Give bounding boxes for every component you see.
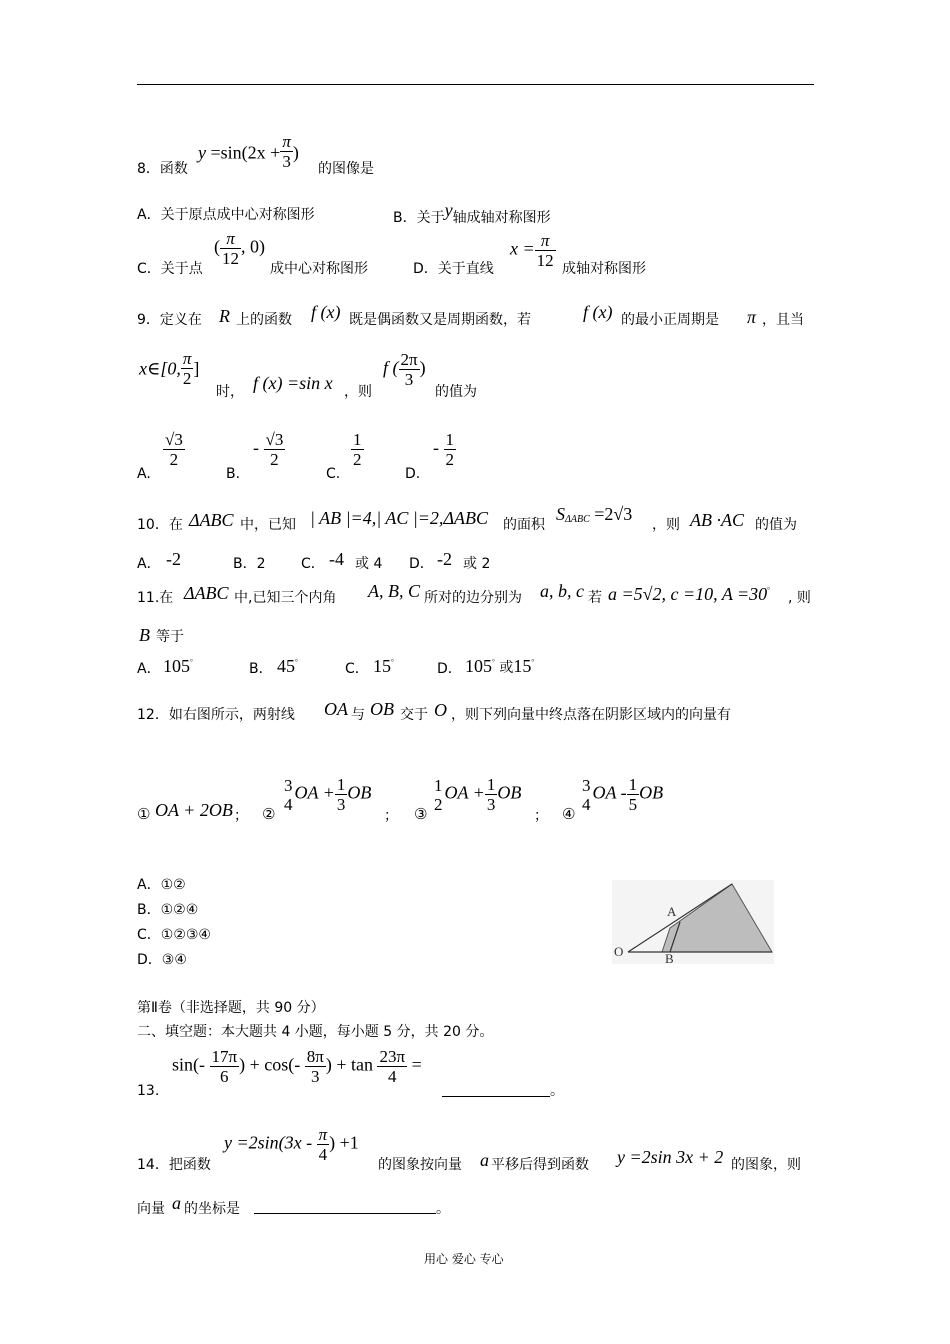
q11-option-c-label: C． [345, 661, 369, 677]
q14-function-2: y =2sin 3x + 2 [617, 1147, 724, 1167]
q12-with: 与 [351, 707, 365, 723]
page-footer: 用心 爱心 专心 [424, 1252, 504, 1266]
q8-option-c-point: ( $\frac{\pi}{12}$ , 0) [214, 229, 265, 268]
q8-option-a: A．关于原点成中心对称图形 [137, 207, 315, 223]
q11-option-b-label: B． [249, 661, 273, 677]
q9-option-c-value: $\frac{1}{2}$ [353, 430, 362, 469]
q9-option-d-value: - $\frac{1}{2}$ [433, 430, 454, 469]
q9-option-b-label: B. [226, 466, 241, 482]
q11-triangle: ΔABC [184, 583, 229, 603]
q12-option-c: C．①②③④ [137, 927, 211, 943]
q12-vector-3: 1 2 OA + $\frac{1}{3}$ OB [434, 775, 522, 814]
q14-function-1: y =2sin(3x - $\frac{\pi}{4}$ ) +1 [224, 1125, 359, 1164]
q10-option-b: B．2 [233, 556, 266, 572]
q8-tail: 的图像是 [318, 161, 374, 177]
q8-formula: y =sin(2x + $\frac{\pi}{3}$ ) [198, 132, 299, 171]
fig-label-B: B [665, 951, 674, 964]
q13-number: 13. [137, 1083, 160, 1099]
q11-condition: a =5√2, c =10, A =30° [608, 584, 770, 604]
q11-option-d-label: D． [437, 661, 462, 677]
fig-label-A: A [667, 904, 677, 919]
q10-option-a-label: A． [137, 556, 161, 572]
q9-f-of: f ( $\frac{2\pi}{3}$ ) [383, 350, 426, 389]
q9-line1-c: 既是偶函数又是周期函数，若 [349, 312, 531, 328]
q12-vector-1-mark: ① [137, 805, 151, 823]
q11-option-d-value: 105° 或15° [465, 656, 535, 676]
q10-option-c-label: C． [301, 556, 325, 572]
q10-in-known: 中，已知 [240, 517, 296, 533]
q12-option-b: B．①②④ [137, 902, 199, 918]
q12-vector-3-mark: ③ [414, 805, 428, 823]
q13-period: 。 [550, 1083, 564, 1099]
q12-vector-4: 3 4 OA - $\frac{1}{5}$ OB [582, 775, 664, 814]
q13-answer-blank[interactable] [442, 1096, 550, 1097]
q11-then: , 则 [788, 590, 811, 606]
q11-text2: 所对的边分别为 [424, 590, 522, 606]
q12-sep-1: ； [234, 808, 248, 824]
q9-fx-2: f (x) [583, 302, 613, 322]
q8-option-d-label: D．关于直线 [413, 261, 494, 277]
q14-number: 14．把函数 [137, 1157, 211, 1173]
q11-angles: A, B, C [368, 581, 420, 601]
q12-meet: 交于 [400, 707, 428, 723]
q12-O: O [434, 700, 447, 720]
q11-text1: 中,已知三个内角 [234, 590, 337, 606]
q10-option-d-value: -2 [437, 549, 452, 569]
q10-option-a-value: -2 [166, 549, 181, 569]
q8-number: 8．函数 [137, 161, 188, 177]
q11-option-b-value: 45° [277, 656, 298, 676]
q14-text1: 的图象按向量 [378, 1157, 462, 1173]
q11-number: 11.在 [137, 590, 174, 606]
q11-B: B [139, 625, 150, 645]
q12-vector-2: 3 4 OA + $\frac{1}{3}$ OB [284, 775, 372, 814]
q9-option-a-value: $\frac{√3}{2}$ [165, 430, 183, 469]
q9-pi: π [747, 307, 757, 327]
q9-option-b-value: - $\frac{√3}{2}$ [253, 430, 284, 469]
q12-option-d: D．③④ [137, 952, 187, 968]
q10-value-of: 的值为 [755, 517, 797, 533]
part2-section: 二、填空题：本大题共 4 小题，每小题 5 分，共 20 分。 [137, 1024, 494, 1040]
q10-number: 10．在 [137, 517, 183, 533]
q12-vector-4-mark: ④ [562, 805, 576, 823]
q11-option-c-value: 15° [373, 656, 394, 676]
q9-option-c-label: C. [326, 466, 341, 482]
q9-line1-start: 9．定义在 [137, 312, 202, 328]
q13-expression: sin(- $\frac{17\pi}{6}$ ) + cos(- $\frac{8\pi}{3}$ ) + tan $\frac{23\pi}{4}$ = [172, 1047, 422, 1086]
q12-number: 12．如右图所示，两射线 [137, 707, 295, 723]
q9-line1-d: 的最小正周期是 [621, 312, 719, 328]
q8-option-d-line: x = $\frac{\pi}{12}$ [510, 231, 554, 270]
q9-when: 时， [216, 384, 244, 400]
q10-option-c-value: -4 [329, 549, 344, 569]
q11-sides: a, b, c [540, 581, 584, 601]
q14-vector-a: a [480, 1150, 489, 1170]
q14-text3: 的图象，则 [731, 1157, 801, 1173]
q12-sep-3: ； [534, 808, 548, 824]
q14-period: 。 [436, 1201, 450, 1217]
q10-then: ，则 [652, 517, 680, 533]
q11-equals: 等于 [156, 629, 184, 645]
q10-dot-product: AB ·AC [690, 510, 744, 530]
q14-line2-a: 向量 [137, 1201, 165, 1217]
q8-option-d-tail: 成轴对称图形 [562, 261, 646, 277]
header-rule [137, 84, 814, 85]
q9-line1-b: 上的函数 [236, 312, 292, 328]
q9-value-of: 的值为 [435, 384, 477, 400]
q9-R: R [219, 306, 230, 326]
part2-title: 第Ⅱ卷（非选择题，共 90 分） [137, 1000, 325, 1016]
q12-figure [612, 880, 774, 964]
q12-option-a: A．①② [137, 877, 186, 893]
q9-domain: x∈[0, $\frac{\pi}{2}$ ] [139, 349, 200, 388]
q10-area-text: 的面积 [503, 517, 545, 533]
q9-then: ，则 [344, 384, 372, 400]
q11-option-a-value: 105° [163, 656, 193, 676]
q9-fx-eq: f (x) =sin x [253, 373, 333, 393]
q8-option-b: B．关于y轴成轴对称图形 [393, 200, 551, 226]
q10-option-d-label: D． [409, 556, 434, 572]
fig-label-O: O [614, 944, 624, 959]
q14-vector-a-2: a [172, 1193, 181, 1213]
q12-vector-2-mark: ② [262, 805, 276, 823]
q10-option-d-or: 或 2 [463, 556, 491, 572]
q14-line2-b: 的坐标是 [184, 1201, 240, 1217]
q8-option-c-label: C．关于点 [137, 261, 203, 277]
q11-if: 若 [588, 590, 602, 606]
q10-condition: | AB |=4,| AC |=2,ΔABC [310, 508, 488, 528]
q12-sep-2: ； [384, 808, 398, 824]
q12-OB: OB [370, 699, 394, 719]
q8-option-c-tail: 成中心对称图形 [270, 261, 368, 277]
q10-area: $S_{\Delta ABC} =2√3$ [556, 504, 633, 525]
q9-option-a-label: A. [137, 466, 151, 482]
q12-text: ，则下列向量中终点落在阴影区域内的向量有 [451, 707, 731, 723]
q14-answer-blank[interactable] [254, 1213, 436, 1214]
q9-line1-e: ，且当 [762, 312, 804, 328]
q11-option-a-label: A． [137, 661, 161, 677]
q10-option-c-or: 或 4 [355, 556, 383, 572]
q12-OA: OA [324, 699, 348, 719]
q14-text2: 平移后得到函数 [491, 1157, 589, 1173]
q12-vector-1: OA + 2OB [155, 800, 233, 820]
q10-triangle: ΔABC [189, 510, 234, 530]
q9-option-d-label: D. [405, 466, 421, 482]
q9-fx: f (x) [311, 302, 341, 322]
